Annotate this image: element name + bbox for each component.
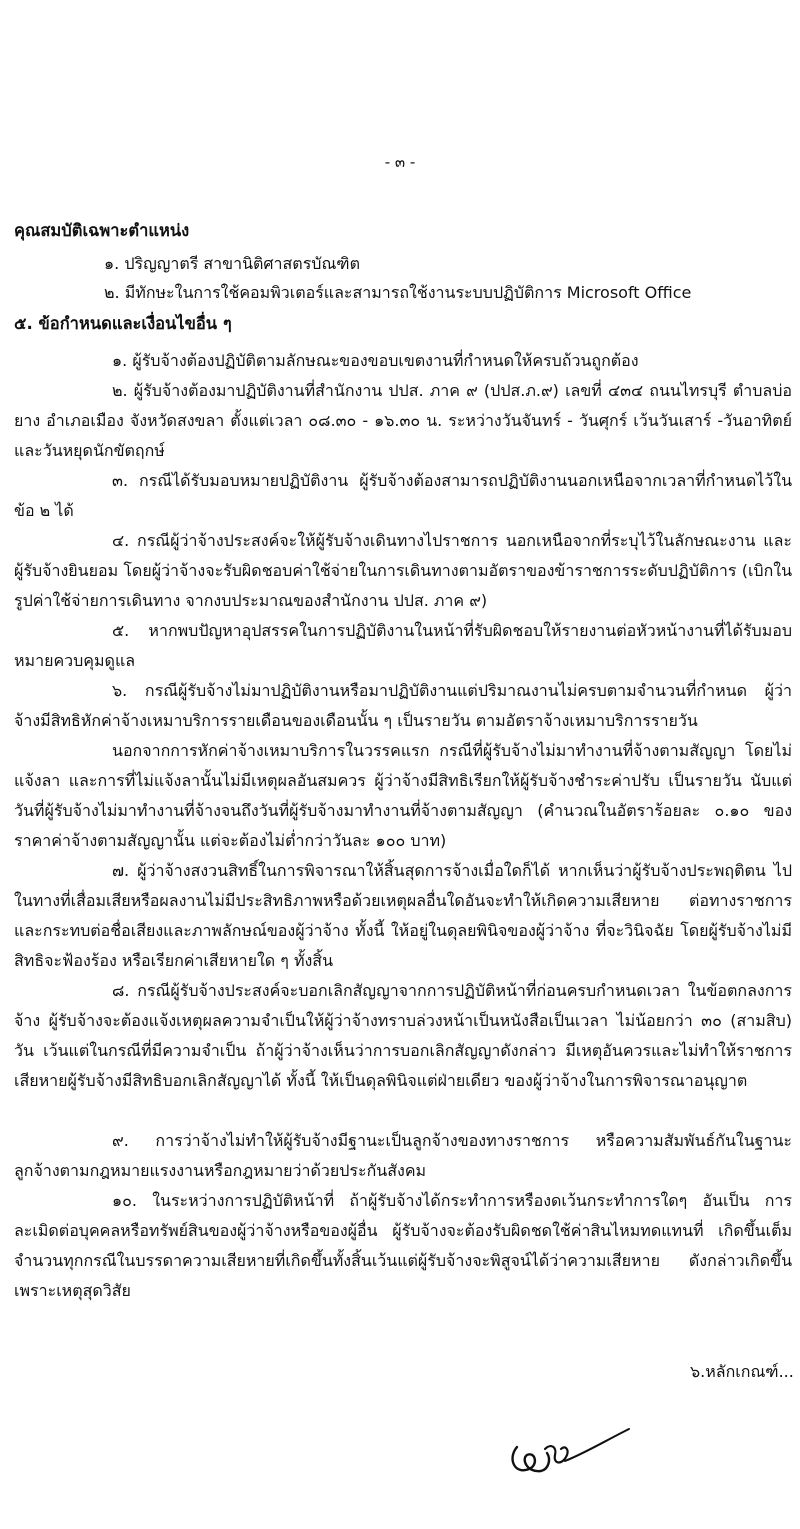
condition-item-8: ๘. กรณีผู้รับจ้างประสงค์จะบอกเลิกสัญญาจากการปฏิบัติหน้าที่ก่อนครบกำหนดเวลา ในข้อตกลงการจ้าง ผู้รับจ้างจะต้องแจ้งเหตุผลความจำเป็นให้ผู้ว่าจ้างทราบล่วงหน้าเป็นหนังสือเป็นเวลา ไม่น้อยกว่า ๓๐ (สามสิบ) วัน เว้นแต่ในกรณีที่มีความจำเป็น ถ้าผู้ว่าจ้างเห็นว่าการบอกเลิกสัญญาดังกล่าว มีเหตุอันควรและไม่ทำให้ราชการเสียหายผู้รับจ้างมีสิทธิบอกเลิกสัญญาได้ ทั้งนี้ ให้เป็นดุลพินิจแต่ฝ่ายเดียว ของผู้ว่าจ้างในการพิจารณาอนุญาต	[14, 981, 792, 1090]
condition-item-4: ๔. กรณีผู้ว่าจ้างประสงค์จะให้ผู้รับจ้างเดินทางไปราชการ นอกเหนือจากที่ระบุไว้ในลักษณะงาน และผู้รับจ้างยินยอม โดยผู้ว่าจ้างจะรับผิดชอบค่าใช้จ่ายในการเดินทางตามอัตราของข้าราชการระดับปฏิบัติการ (เบิกในรูปค่าใช้จ่ายการเดินทาง จากงบประมาณของสำนักงาน ปปส. ภาค ๙)	[14, 531, 792, 610]
qualifications-heading: คุณสมบัติเฉพาะตำแหน่ง	[14, 221, 190, 240]
qualification-item-1: ๑. ปริญญาตรี สาขานิติศาสตรบัณฑิต	[104, 254, 360, 273]
condition-item-5: ๕. หากพบปัญหาอุปสรรคในการปฏิบัติงานในหน้าที่รับผิดชอบให้รายงานต่อหัวหน้างานที่ได้รับมอบหมายควบคุมดูแล	[14, 621, 792, 670]
handwritten-signature-icon	[505, 1425, 635, 1485]
condition-item-6-paragraph-2: นอกจากการหักค่าจ้างเหมาบริการในวรรคแรก กรณีที่ผู้รับจ้างไม่มาทำงานที่จ้างตามสัญญา โดยไม่แจ้งลา และการที่ไม่แจ้งลานั้นไม่มีเหตุผลอันสมควร ผู้ว่าจ้างมีสิทธิเรียกให้ผู้รับจ้างชำระค่าปรับ เป็นรายวัน นับแต่วันที่ผู้รับจ้างไม่มาทำงานที่จ้างจนถึงวันที่ผู้รับจ้างมาทำงานที่จ้างตามสัญญา (คำนวณในอัตราร้อยละ ๐.๑๐ ของราคาค่าจ้างตามสัญญานั้น แต่จะต้องไม่ต่ำกว่าวันละ ๑๐๐ บาท)	[14, 741, 792, 850]
condition-item-10: ๑๐. ในระหว่างการปฏิบัติหน้าที่ ถ้าผู้รับจ้างได้กระทำการหรืองดเว้นกระทำการใดๆ อันเป็น การละเมิดต่อบุคคลหรือทรัพย์สินของผู้ว่าจ้างหรือของผู้อื่น ผู้รับจ้างจะต้องรับผิดชดใช้ค่าสินไหมทดแทนที่ เกิดขึ้นเต็มจำนวนทุกกรณีในบรรดาความเสียหายที่เกิดขึ้นทั้งสิ้นเว้นแต่ผู้รับจ้างจะพิสูจน์ได้ว่าความเสียหาย ดังกล่าวเกิดขึ้นเพราะเหตุสุดวิสัย	[14, 1191, 792, 1300]
page-number: - ๓ -	[384, 153, 416, 171]
condition-item-7: ๗. ผู้ว่าจ้างสงวนสิทธิ์ในการพิจารณาให้สิ้นสุดการจ้างเมื่อใดก็ได้ หากเห็นว่าผู้รับจ้างประพฤติตน ไปในทางที่เสื่อมเสียหรือผลงานไม่มีประสิทธิภาพหรือด้วยเหตุผลอื่นใดอันจะทำให้เกิดความเสียหาย ต่อทางราชการ และกระทบต่อชื่อเสียงและภาพลักษณ์ของผู้ว่าจ้าง ทั้งนี้ ให้อยู่ในดุลยพินิจของผู้ว่าจ้าง ที่จะวินิจฉัย โดยผู้รับจ้างไม่มีสิทธิจะฟ้องร้อง หรือเรียกค่าเสียหายใด ๆ ทั้งสิ้น	[14, 861, 792, 970]
condition-item-3: ๓. กรณีได้รับมอบหมายปฏิบัติงาน ผู้รับจ้างต้องสามารถปฏิบัติงานนอกเหนือจากเวลาที่กำหนดไว้ในข้อ ๒ ได้	[14, 471, 792, 520]
qualification-item-2: ๒. มีทักษะในการใช้คอมพิวเตอร์และสามารถใช้งานระบบปฏิบัติการ Microsoft Office	[104, 283, 692, 302]
condition-item-9: ๙. การว่าจ้างไม่ทำให้ผู้รับจ้างมีฐานะเป็นลูกจ้างของทางราชการ หรือความสัมพันธ์กันในฐานะ ลูกจ้างตามกฎหมายแรงงานหรือกฎหมายว่าด้วยประกันสังคม	[14, 1131, 792, 1180]
continuation-footer: ๖.หลักเกณฑ์...	[690, 1362, 794, 1381]
condition-item-1: ๑. ผู้รับจ้างต้องปฏิบัติตามลักษณะของขอบเขตงานที่กำหนดให้ครบถ้วนถูกต้อง	[112, 351, 639, 370]
condition-item-2: ๒. ผู้รับจ้างต้องมาปฏิบัติงานที่สำนักงาน ปปส. ภาค ๙ (ปปส.ภ.๙) เลขที่ ๔๓๔ ถนนไทรบุรี ตำบลบ่อยาง อำเภอเมือง จังหวัดสงขลา ตั้งแต่เวลา ๐๘.๓๐ - ๑๖.๓๐ น. ระหว่างวันจันทร์ - วันศุกร์ เว้นวันเสาร์ -วันอาทิตย์ และวันหยุดนักขัตฤกษ์	[14, 381, 793, 460]
condition-item-6: ๖. กรณีผู้รับจ้างไม่มาปฏิบัติงานหรือมาปฏิบัติงานแต่ปริมาณงานไม่ครบตามจำนวนที่กำหนด ผู้ว่าจ้างมีสิทธิหักค่าจ้างเหมาบริการรายเดือนของเดือนนั้น ๆ เป็นรายวัน ตามอัตราจ้างเหมาบริการรายวัน	[14, 681, 792, 730]
conditions-heading: ๕. ข้อกำหนดและเงื่อนไขอื่น ๆ	[14, 314, 232, 333]
